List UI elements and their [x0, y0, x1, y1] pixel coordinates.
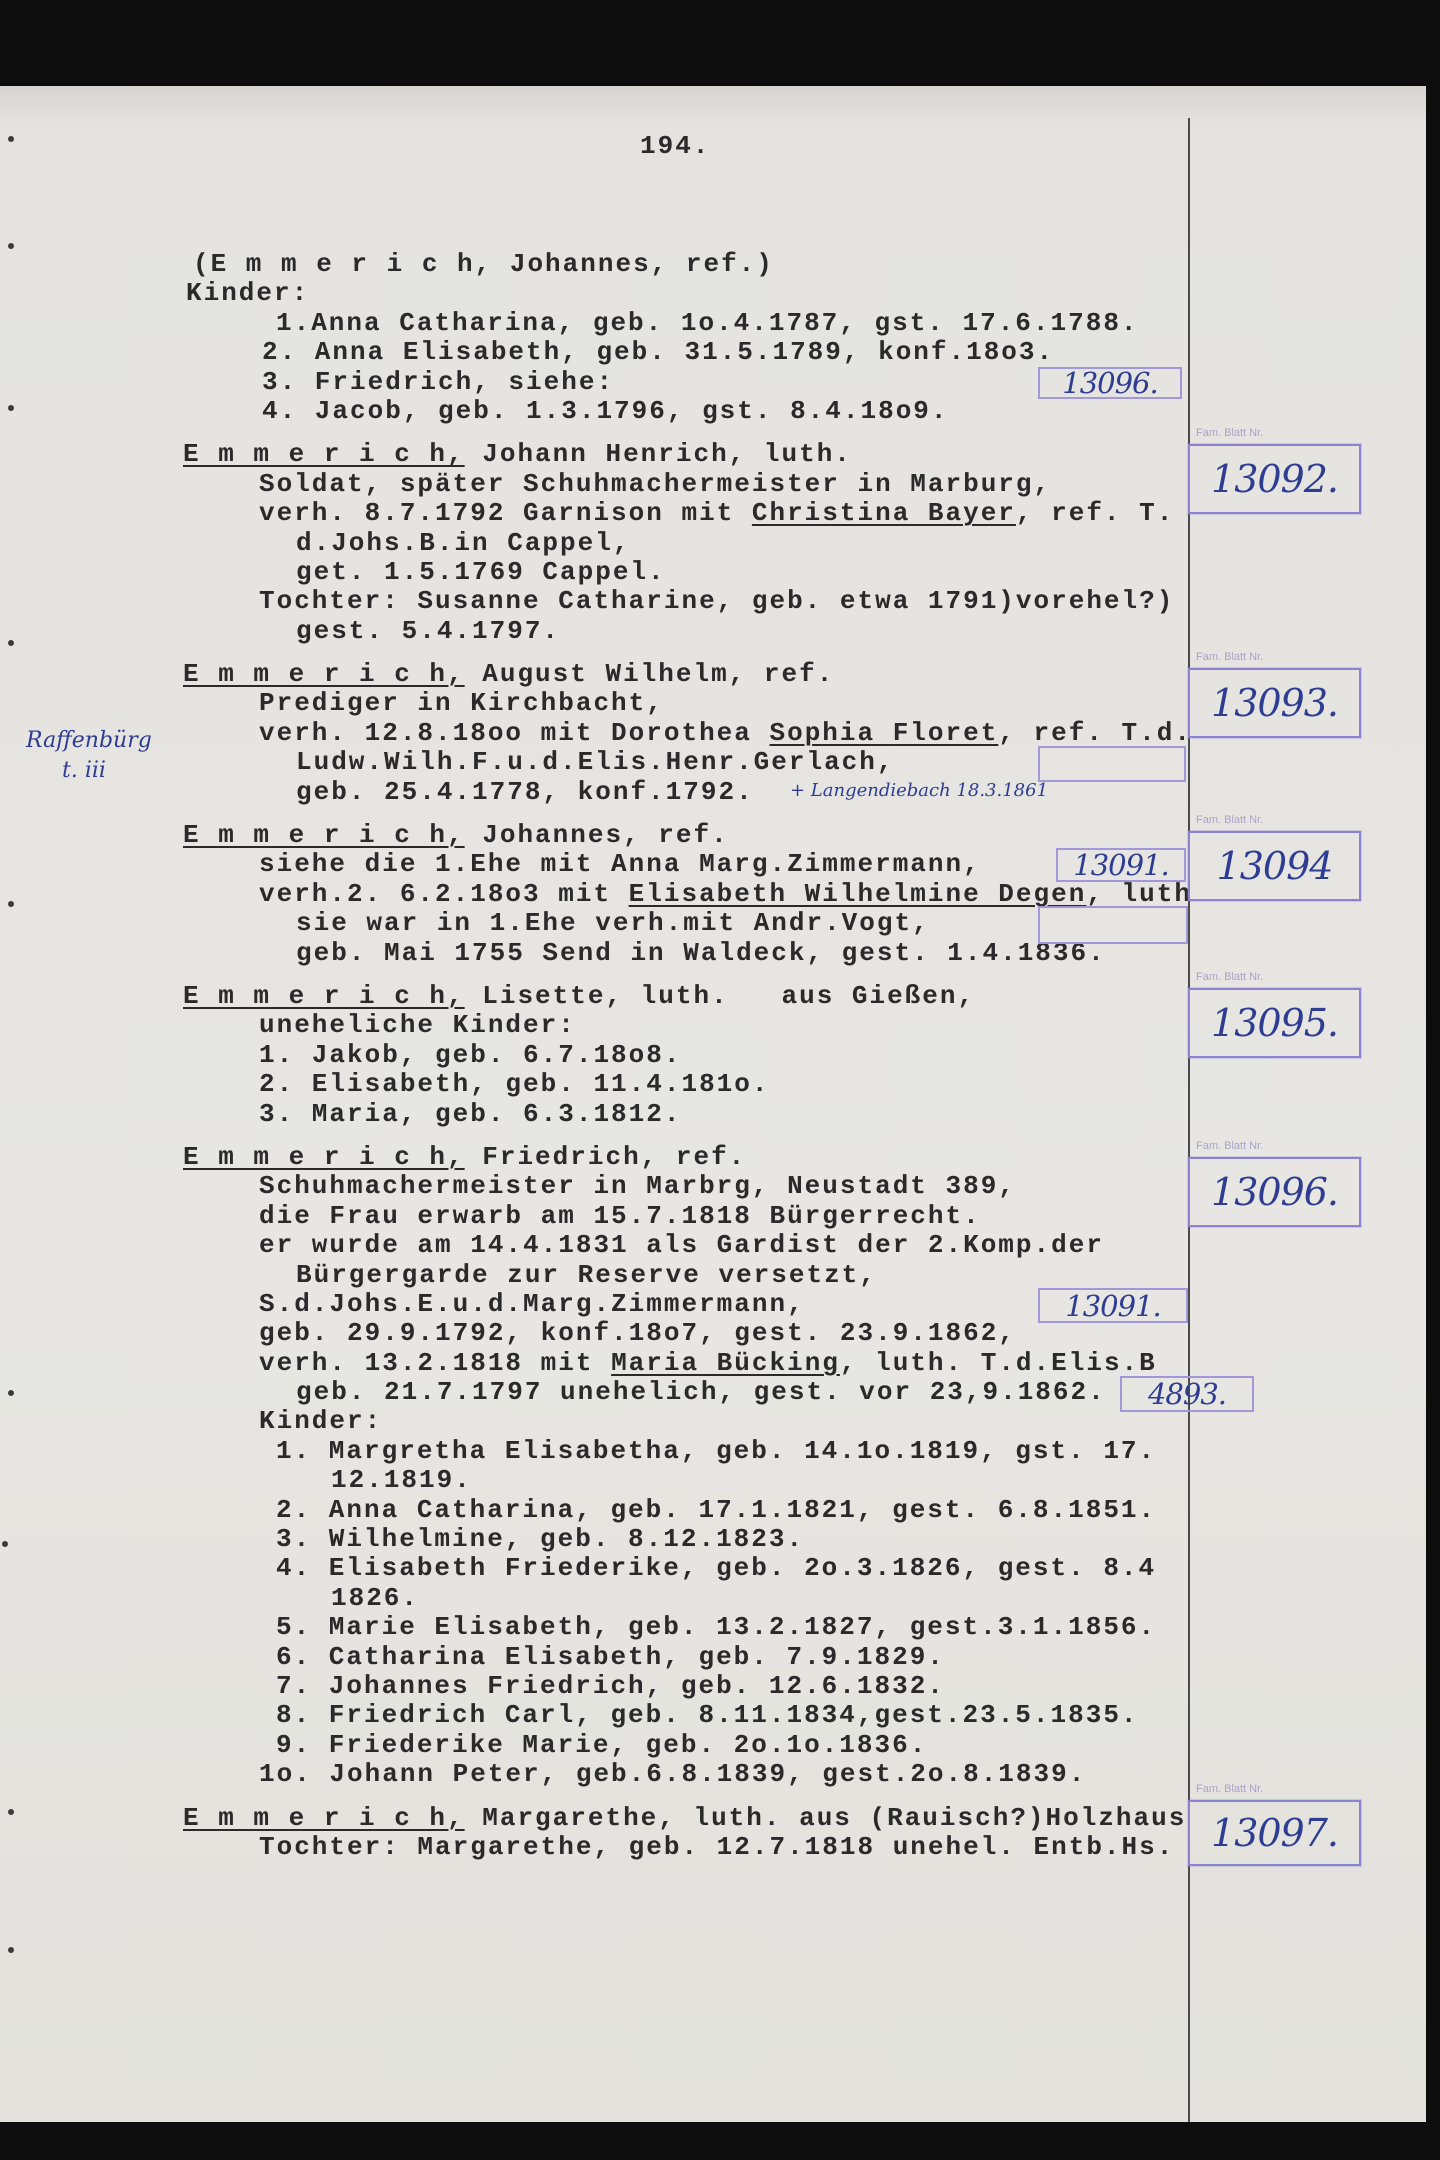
entry-heading [183, 821, 1243, 850]
reference-box: 13091. [1038, 1288, 1188, 1323]
entry-emmerich-lisette [183, 982, 1243, 1129]
entry-heading: (E m m e r i c h, Johannes, ref.) [193, 249, 774, 279]
child-line: 3. Friedrich, siehe: [262, 366, 615, 397]
entry-line: er wurde am 14.4.1831 als Gardist der 2.Komp.der [259, 1230, 1104, 1261]
entry-line: Soldat, später Schuhmachermeister in Marburg, [259, 468, 1052, 499]
child-line: 3. Wilhelmine, geb. 8.12.1823. [276, 1524, 805, 1555]
entry-line: Ludw.Wilh.F.u.d.Elis.Henr.Gerlach, [296, 747, 895, 778]
surname: E m m e r i c h, [183, 659, 465, 690]
entry-emmerich-august-wilhelm [183, 660, 1243, 807]
stamp-number: 13097. [1188, 1800, 1361, 1866]
entry-line: Bürgergarde zur Reserve versetzt, [296, 1259, 877, 1290]
punch-mark [8, 1947, 14, 1953]
given-name: Lisette, luth. aus Gießen, [464, 980, 976, 1011]
death-annotation: + Langendiebach 18.3.1861 [790, 780, 1049, 801]
entry-line: geb. 29.9.1792, konf.18o7, gest. 23.9.1862, [259, 1318, 1016, 1349]
child-line: 2. Anna Catharina, geb. 17.1.1821, gest. 6.8.1851. [276, 1494, 1157, 1525]
marriage-text-rest: , ref. T. [1015, 498, 1175, 529]
child-line-continued: 1826. [331, 1582, 420, 1613]
child-line-continued: 12.1819. [331, 1465, 472, 1496]
entry-line: Tochter: Margarethe, geb. 12.7.1818 unehel. Entb.Hs. [259, 1831, 1175, 1862]
entry-line: get. 1.5.1769 Cappel. [296, 556, 666, 587]
punch-mark [8, 405, 14, 411]
reference-box-empty [1038, 746, 1186, 782]
punch-mark [8, 243, 14, 249]
stamp-number: 13093. [1188, 668, 1361, 738]
margin-note: t. iii [62, 758, 106, 783]
punch-mark [2, 1541, 8, 1547]
entry-line: S.d.Johs.E.u.d.Marg.Zimmermann, [259, 1288, 805, 1319]
punch-mark [8, 136, 14, 142]
entry-line: geb. 21.7.1797 unehelich, gest. vor 23,9.1862. [296, 1377, 1106, 1408]
given-name: Johannes, ref. [464, 820, 729, 851]
child-line: 1o. Johann Peter, geb.6.8.1839, gest.2o.8.1839. [259, 1759, 1087, 1790]
child-line: 5. Marie Elisabeth, geb. 13.2.1827, gest.3.1.1856. [276, 1612, 1157, 1643]
stamp-number: 13094 [1188, 831, 1361, 901]
fam-blatt-stamp [1188, 1135, 1361, 1227]
stamp-number: 13095. [1188, 988, 1361, 1058]
entry-line: uneheliche Kinder: [259, 1010, 576, 1041]
entry-line: Prediger in Kirchbacht, [259, 688, 664, 719]
reference-box: 13096. [1038, 367, 1182, 399]
marriage-text-rest: , luth [1086, 878, 1192, 909]
stamp-label: Fam. Blatt Nr. [1196, 651, 1264, 663]
child-line: 1.Anna Catharina, geb. 1o.4.1787, gst. 17.6.1788. [276, 307, 1139, 338]
entry-line: Tochter: Susanne Catharine, geb. etwa 1791)vorehel?) [259, 586, 1175, 617]
register-text [183, 250, 1243, 1862]
given-name: Johann Henrich, luth. [464, 439, 852, 470]
page-number: 194. [640, 131, 711, 161]
fam-blatt-stamp [1188, 422, 1361, 514]
reference-box-empty [1038, 906, 1188, 944]
marriage-text: verh.2. 6.2.18o3 mit [259, 878, 629, 909]
marriage-text-rest: , luth. T.d.Elis.B [839, 1347, 1157, 1378]
fam-blatt-stamp [1188, 966, 1361, 1058]
entry-emmerich-johannes-2 [183, 821, 1243, 968]
marriage-line [183, 719, 1243, 748]
punch-mark [8, 901, 14, 907]
child-line: 1. Margretha Elisabetha, geb. 14.1o.1819, gst. 17. [276, 1435, 1157, 1466]
entry-line: d.Johs.B.in Cappel, [296, 527, 631, 558]
reference-box: 13091. [1056, 848, 1186, 882]
child-line: 1. Jakob, geb. 6.7.18o8. [259, 1039, 682, 1070]
entry-line: Kinder: [186, 278, 310, 309]
child-line: 2. Elisabeth, geb. 11.4.181o. [259, 1069, 770, 1100]
child-line: 6. Catharina Elisabeth, geb. 7.9.1829. [276, 1641, 945, 1672]
entry-heading [183, 1143, 1243, 1172]
given-name: August Wilhelm, ref. [464, 659, 835, 690]
entry-emmerich-friedrich [183, 1143, 1243, 1790]
fam-blatt-stamp [1188, 646, 1361, 738]
entry-line: gest. 5.4.1797. [296, 615, 561, 646]
entry-line: sie war in 1.Ehe verh.mit Andr.Vogt, [296, 908, 930, 939]
marriage-line [183, 1349, 1243, 1378]
entry-heading [183, 982, 1243, 1011]
child-line: 4. Jacob, geb. 1.3.1796, gst. 8.4.18o9. [262, 395, 949, 426]
child-line: 4. Elisabeth Friederike, geb. 2o.3.1826, gest. 8.4 [276, 1553, 1157, 1584]
marriage-line [183, 880, 1243, 909]
given-name: Margarethe, luth. aus (Rauisch?)Holzhaus [464, 1802, 1187, 1833]
given-name: Friedrich, ref. [464, 1141, 747, 1172]
surname: E m m e r i c h, [183, 439, 465, 470]
punch-mark [8, 640, 14, 646]
child-line: 7. Johannes Friedrich, geb. 12.6.1832. [276, 1670, 945, 1701]
child-line: 8. Friedrich Carl, geb. 8.11.1834,gest.23.5.1835. [276, 1700, 1139, 1731]
stamp-number: 13096. [1188, 1157, 1361, 1227]
entry-emmerich-margarethe [183, 1804, 1243, 1863]
spouse-name: Maria Bücking [611, 1347, 840, 1378]
entry-line: geb. Mai 1755 Send in Waldeck, gest. 1.4.1836. [296, 937, 1106, 968]
surname: E m m e r i c h, [183, 1802, 465, 1833]
spouse-name: Elisabeth Wilhelmine Degen [628, 878, 1087, 909]
child-line: 2. Anna Elisabeth, geb. 31.5.1789, konf.18o3. [262, 337, 1055, 368]
margin-note: Raffenbürg [26, 728, 152, 753]
marriage-text-rest: , ref. T.d. [998, 717, 1192, 748]
stamp-label: Fam. Blatt Nr. [1196, 1140, 1264, 1152]
entry-heading [183, 1804, 1243, 1833]
fam-blatt-stamp [1188, 1778, 1361, 1866]
stamp-number: 13092. [1188, 444, 1361, 514]
surname: E m m e r i c h, [183, 820, 465, 851]
marriage-line [183, 499, 1243, 528]
marriage-text: verh. 8.7.1792 Garnison mit [259, 498, 752, 529]
entry-emmerich-johann-henrich [183, 440, 1243, 646]
spouse-name: Sophia Floret [769, 717, 999, 748]
fam-blatt-stamp [1188, 809, 1361, 901]
spouse-name: Christina Bayer [751, 498, 1016, 529]
entry-line: geb. 25.4.1778, konf.1792. [296, 776, 754, 807]
stamp-label: Fam. Blatt Nr. [1196, 971, 1264, 983]
entry-line: die Frau erwarb am 15.7.1818 Bürgerrecht. [259, 1200, 981, 1231]
child-line: 9. Friederike Marie, geb. 2o.1o.1836. [276, 1729, 928, 1760]
entry-heading [183, 440, 1243, 469]
surname: E m m e r i c h, [183, 980, 465, 1011]
punch-mark [8, 1390, 14, 1396]
surname: E m m e r i c h, [183, 1141, 465, 1172]
entry-line: Schuhmachermeister in Marbrg, Neustadt 389, [259, 1171, 1016, 1202]
marriage-text: verh. 12.8.18oo mit Dorothea [259, 717, 770, 748]
stamp-label: Fam. Blatt Nr. [1196, 1783, 1264, 1795]
entry-heading [183, 660, 1243, 689]
punch-mark [8, 1809, 14, 1815]
entry-line: siehe die 1.Ehe mit Anna Marg.Zimmermann, [259, 849, 981, 880]
reference-box: 4893. [1120, 1376, 1254, 1412]
stamp-label: Fam. Blatt Nr. [1196, 814, 1264, 826]
stamp-label: Fam. Blatt Nr. [1196, 427, 1264, 439]
marriage-text: verh. 13.2.1818 mit [259, 1347, 612, 1378]
entry-line: Kinder: [259, 1406, 383, 1437]
child-line: 3. Maria, geb. 6.3.1812. [259, 1098, 682, 1129]
